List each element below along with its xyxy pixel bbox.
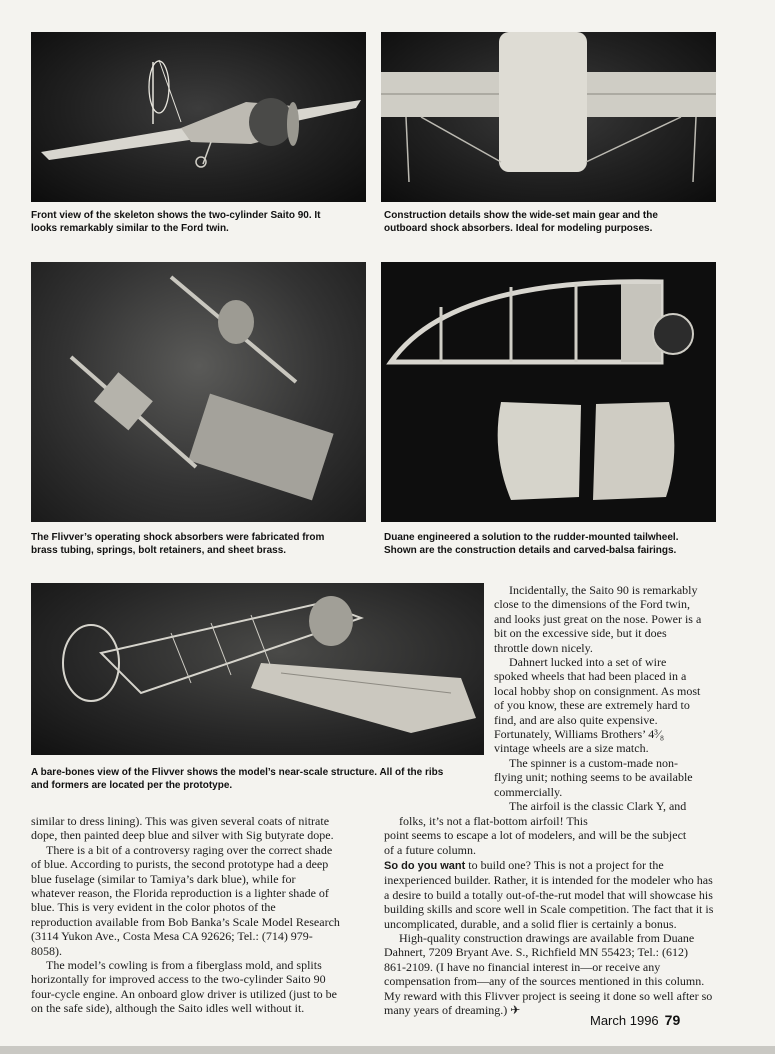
right-column-top-text (494, 583, 701, 814)
text-line: throttle down nicely. (494, 640, 593, 655)
text-line: inexperienced builder. Rather, it is intended for the modeler who has (384, 873, 713, 888)
text-line: Dahnert lucked into a set of wire (509, 655, 667, 670)
text-line: local hobby shop on consignment. As most (494, 683, 701, 698)
text-line: folks, it’s not a flat-bottom airfoil! This (399, 814, 588, 828)
bare-bones-view-image (31, 583, 484, 755)
caption-shock-absorbers (31, 532, 324, 557)
text-line: of a future column. (384, 842, 476, 857)
text-line: Fortunately, Williams Brothers’ 4³⁄₈ (494, 727, 665, 742)
text-line: flying unit; nothing seems to be available (494, 770, 693, 785)
text-line: on the safe side), although the Saito idles well without it. (31, 1001, 305, 1016)
text-line: blue fuselage (similar to Tamiya’s dark blue), while for (31, 871, 296, 886)
text-line: reproduction available from Bob Banka’s Scale Model Research (31, 914, 340, 929)
photo-shock-absorbers (31, 262, 366, 522)
text-line: bit on the excessive side, but it does (494, 626, 667, 641)
photo-construction-details (381, 32, 716, 202)
shock-absorbers-image (31, 262, 366, 522)
left-column-text (31, 814, 340, 1016)
caption-line: The Flivver’s operating shock absorbers were fabricated from (31, 532, 325, 543)
text-line: similar to dress lining). This was given several coats of nitrate (31, 814, 330, 828)
text-line: many years of dreaming.) ✈ (384, 1003, 521, 1018)
caption-line: outboard shock absorbers. Ideal for modeling purposes. (384, 222, 653, 234)
text-line: (3114 Yukon Ave., Costa Mesa CA 92626; Tel.: (714) 979- (31, 929, 313, 944)
closing-section-text (384, 858, 713, 1017)
issue-date: March 1996 (590, 1013, 659, 1028)
text-line: horizontally for improved access to the two-cylinder Saito 90 (31, 972, 326, 987)
text-line: building skills and score well in Scale competition. The fact that it is (384, 902, 714, 917)
caption-line: brass tubing, springs, bolt retainers, and sheet brass. (31, 544, 287, 556)
text-line: My reward with this Flivver project is seeing it done so well after so (384, 988, 713, 1003)
text-line: Dahnert, 7209 Bryant Ave. S., Richfield MN 55423; Tel.: (612) (384, 945, 689, 960)
rudder-tailwheel-image (381, 262, 716, 522)
text-line: four-cycle engine. An onboard glow driver is utilized (just to be (31, 986, 338, 1001)
construction-details-image (381, 32, 716, 202)
text-line (384, 858, 713, 873)
caption-rudder-tailwheel (384, 532, 678, 557)
text-line: vintage wheels are a size match. (494, 741, 649, 756)
lead-line-rest: to build one? This is not a project for the (465, 858, 664, 872)
text-line: commercially. (494, 784, 563, 799)
text-line: Incidentally, the Saito 90 is remarkably (509, 583, 698, 597)
text-line: 861-2109. (I have no financial interest in—or receive any (384, 959, 661, 974)
caption-line: Front view of the skeleton shows the two-cylinder Saito 90. It (31, 210, 321, 221)
text-line: 8058). (31, 943, 62, 958)
page-number: 79 (664, 1012, 681, 1028)
text-line: of you know, these are extremely hard to (494, 698, 690, 713)
text-line: whatever reason, the Florida reproduction is a lighter shade of (31, 886, 329, 901)
caption-bare-bones-view (31, 767, 443, 792)
text-line: of blue. According to purists, the second prototype had a deep (31, 857, 329, 872)
text-line: uncomplicated, durable, and a solid flier is certainly a bonus. (384, 916, 677, 931)
text-line: a desire to build a totally out-of-the-rut model that will showcase his (384, 887, 713, 902)
photo-bare-bones-view (31, 583, 484, 755)
text-line: dope, then painted deep blue and silver with Sig butyrate dope. (31, 828, 334, 843)
caption-line: Construction details show the wide-set main gear and the (384, 210, 658, 221)
section-lead: So do you want (384, 860, 466, 872)
photo-skeleton-front-view (31, 32, 366, 202)
text-line: point seems to escape a lot of modelers, and will be the subject (384, 828, 687, 843)
right-column-continuation-text (384, 814, 686, 857)
skeleton-front-view-image (31, 32, 366, 202)
text-line: blue. This is very evident in the color photos of the (31, 900, 276, 915)
text-line: There is a bit of a controversy raging over the correct shade (46, 842, 333, 857)
caption-line: A bare-bones view of the Flivver shows the model’s near-scale structure. All of the ribs (31, 767, 444, 778)
text-line: The airfoil is the classic Clark Y, and (509, 799, 687, 814)
text-line: The spinner is a custom-made non- (509, 755, 678, 770)
scan-edge-band (0, 1046, 775, 1054)
text-line: High-quality construction drawings are available from Duane (399, 931, 695, 946)
caption-line: Shown are the construction details and carved-balsa fairings. (384, 544, 677, 556)
text-line: compensation from—any of the sources mentioned in this column. (384, 974, 705, 989)
photo-rudder-tailwheel (381, 262, 716, 522)
page-footer (590, 1012, 680, 1028)
caption-line: and formers are located per the prototype. (31, 779, 233, 791)
caption-construction-details (384, 210, 658, 235)
caption-line: looks remarkably similar to the Ford twin. (31, 222, 229, 234)
caption-skeleton-front-view (31, 210, 321, 235)
text-line: and looks just great on the nose. Power is a (494, 611, 702, 626)
caption-line: Duane engineered a solution to the rudder-mounted tailwheel. (384, 532, 679, 543)
text-line: close to the dimensions of the Ford twin, (494, 597, 690, 612)
text-line: find, and are also quite expensive. (494, 712, 658, 727)
text-line: spoked wheels that had been placed in a (494, 669, 687, 684)
text-line: The model’s cowling is from a fiberglass mold, and splits (46, 958, 322, 973)
